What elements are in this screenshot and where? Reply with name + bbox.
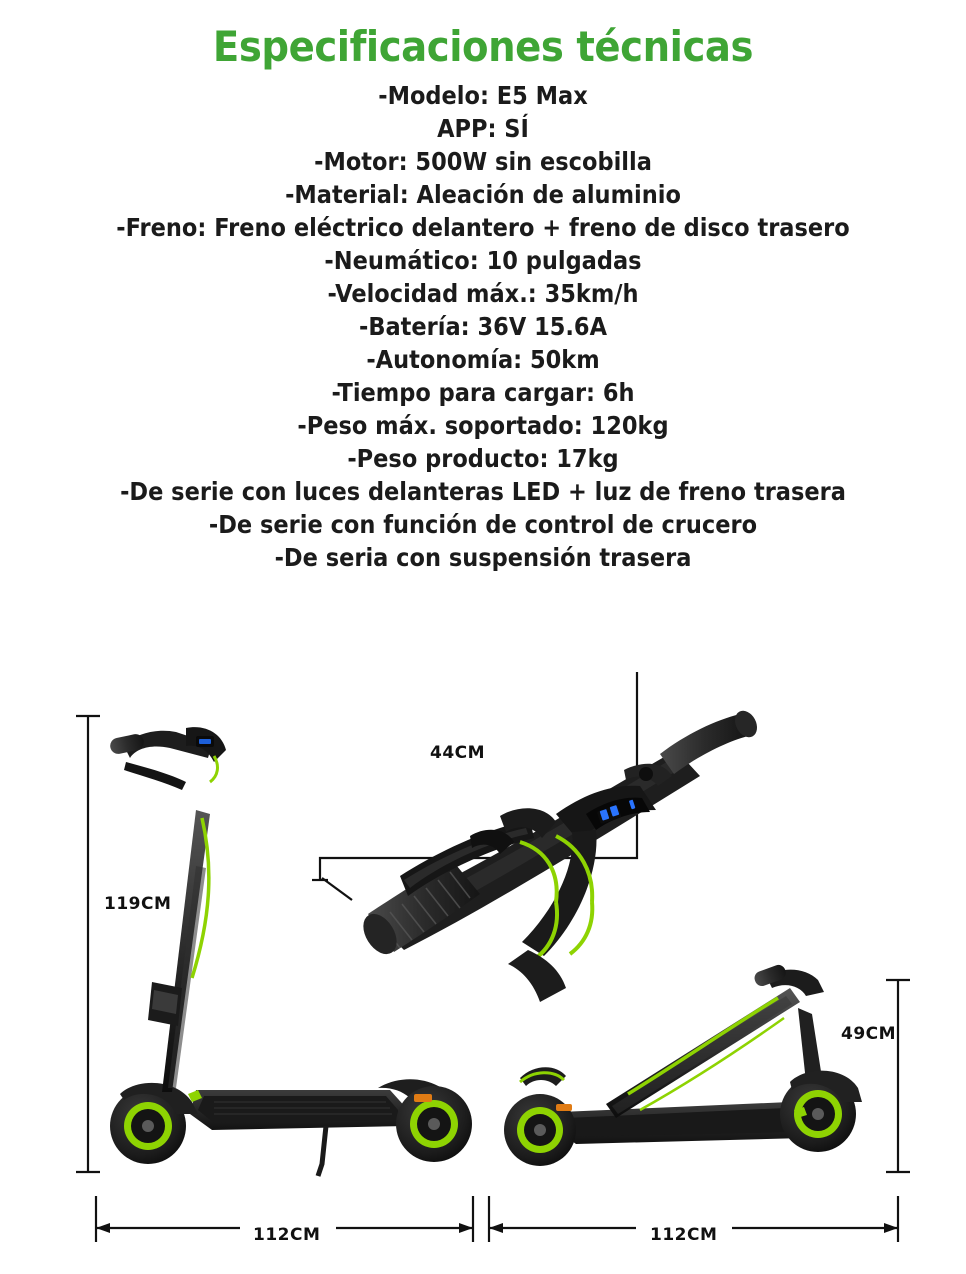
spec-item: -De seria con suspensión trasera: [274, 543, 692, 572]
dimension-label-112cm-left: 112CM: [253, 1225, 321, 1245]
spec-item: -De serie con función de control de crucero: [208, 510, 758, 539]
dimension-label-44cm: 44CM: [430, 743, 486, 763]
spec-item: -Velocidad máx.: 35km/h: [327, 279, 639, 308]
spec-item: -Autonomía: 50km: [366, 345, 600, 374]
spec-item: -Peso máx. soportado: 120kg: [297, 411, 669, 440]
dimension-line-119cm: [76, 716, 100, 1172]
handlebar-display-closeup: [356, 707, 761, 1002]
scooter-side-view-folded: [504, 963, 862, 1166]
dimension-label-112cm-right: 112CM: [650, 1225, 718, 1245]
spec-item: -Material: Aleación de aluminio: [285, 180, 681, 209]
spec-item: -Peso producto: 17kg: [347, 444, 619, 473]
spec-item: -Modelo: E5 Max: [378, 81, 588, 110]
dimension-label-119cm: 119CM: [104, 894, 172, 914]
spec-item: -De serie con luces delanteras LED + luz de freno trasera: [120, 477, 846, 506]
spec-item: -Freno: Freno eléctrico delantero + freno de disco trasero: [116, 213, 850, 242]
dimension-line-49cm: [886, 980, 910, 1172]
spec-item: APP: SÍ: [437, 114, 529, 143]
spec-sheet-page: [0, 22, 966, 1274]
spec-item: -Batería: 36V 15.6A: [358, 312, 608, 341]
spec-item: -Neumático: 10 pulgadas: [324, 246, 642, 275]
scooter-side-view-unfolded: [109, 727, 472, 1176]
spec-item: -Tiempo para cargar: 6h: [331, 378, 635, 407]
spec-item: -Motor: 500W sin escobilla: [314, 147, 652, 176]
specifications-list: [48, 79, 917, 574]
dimension-label-49cm: 49CM: [841, 1024, 897, 1044]
dimension-diagram: [0, 658, 966, 1274]
page-title: Especificaciones técnicas: [212, 22, 754, 71]
